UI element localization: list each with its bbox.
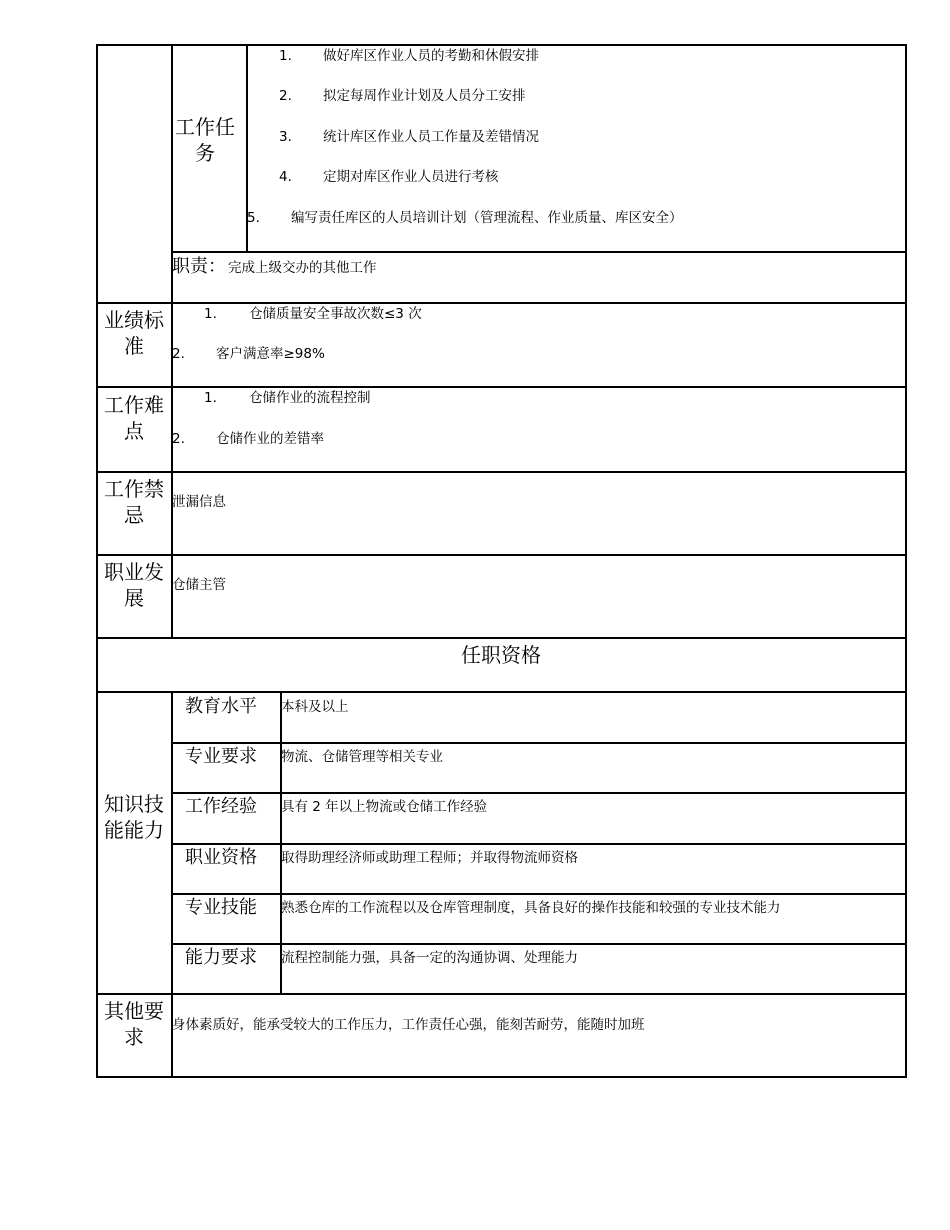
knowledge-row-label: 职业资格 xyxy=(185,847,257,868)
difficulty-item-number: 1. xyxy=(204,390,217,406)
row-divider-performance xyxy=(96,386,907,388)
knowledge-row-label: 能力要求 xyxy=(185,947,257,968)
row-divider-qualification xyxy=(96,691,907,693)
other-label: 其他要求 xyxy=(104,999,164,1049)
responsibility-text: 完成上级交办的其他工作 xyxy=(228,260,377,276)
knowledge-row-label: 专业要求 xyxy=(185,746,257,767)
row-divider-k4 xyxy=(171,893,907,895)
row-divider-task-resp xyxy=(171,251,907,253)
career-label: 职业发展 xyxy=(104,560,164,610)
other-text: 身体素质好，能承受较大的工作压力，工作责任心强，能刻苦耐劳，能随时加班 xyxy=(172,1017,645,1033)
task-item-number: 1. xyxy=(279,48,292,64)
task-item-text: 拟定每周作业计划及人员分工安排 xyxy=(323,88,526,104)
performance-label: 业绩标准 xyxy=(104,308,164,358)
row-divider-duty xyxy=(96,302,907,304)
knowledge-row-value: 流程控制能力强，具备一定的沟通协调、处理能力 xyxy=(281,950,578,966)
difficulty-item-text: 仓储作业的流程控制 xyxy=(249,390,371,406)
task-item-number: 4. xyxy=(279,169,292,185)
knowledge-row-value: 具有 2 年以上物流或仓储工作经验 xyxy=(281,799,488,815)
knowledge-row-value: 物流、仓储管理等相关专业 xyxy=(281,749,443,765)
row-divider-k1 xyxy=(171,742,907,744)
task-label: 工作任务 xyxy=(175,115,235,165)
performance-item-number: 1. xyxy=(204,306,217,322)
table-border-left xyxy=(96,44,98,1078)
row-divider-taboo xyxy=(96,554,907,556)
knowledge-label: 知识技能能力 xyxy=(104,792,164,842)
task-item-text: 编写责任库区的人员培训计划（管理流程、作业质量、库区安全） xyxy=(291,210,683,226)
task-item-text: 统计库区作业人员工作量及差错情况 xyxy=(323,129,539,145)
row-divider-knowledge xyxy=(96,993,907,995)
knowledge-row-label: 专业技能 xyxy=(185,897,257,918)
knowledge-row-value: 熟悉仓库的工作流程以及仓库管理制度，具备良好的操作技能和较强的专业技术能力 xyxy=(281,900,781,916)
performance-item-text: 客户满意率≥98% xyxy=(216,346,325,362)
performance-item-number: 2. xyxy=(172,346,185,362)
row-divider-k3 xyxy=(171,843,907,845)
responsibility-label: 职责： xyxy=(172,256,226,277)
difficulty-label: 工作难点 xyxy=(104,393,164,443)
career-text: 仓储主管 xyxy=(172,577,226,593)
task-item-text: 定期对库区作业人员进行考核 xyxy=(323,169,499,185)
row-divider-career xyxy=(96,637,907,639)
knowledge-row-label: 工作经验 xyxy=(185,796,257,817)
row-divider-k2 xyxy=(171,792,907,794)
table-border-bottom xyxy=(96,1076,907,1078)
task-item-number: 5. xyxy=(247,210,260,226)
knowledge-row-value: 取得助理经济师或助理工程师；并取得物流师资格 xyxy=(281,850,578,866)
task-item-number: 3. xyxy=(279,129,292,145)
knowledge-row-label: 教育水平 xyxy=(185,696,257,717)
knowledge-row-value: 本科及以上 xyxy=(281,699,349,715)
difficulty-item-number: 2. xyxy=(172,431,185,447)
table-border-top xyxy=(96,44,907,46)
qualification-title: 任职资格 xyxy=(461,643,541,667)
row-divider-k5 xyxy=(171,943,907,945)
taboo-label: 工作禁忌 xyxy=(104,477,164,527)
performance-item-text: 仓储质量安全事故次数≤3 次 xyxy=(249,306,422,322)
difficulty-item-text: 仓储作业的差错率 xyxy=(216,431,324,447)
row-divider-difficulty xyxy=(96,471,907,473)
table-border-right xyxy=(905,44,907,1078)
taboo-text: 泄漏信息 xyxy=(172,494,226,510)
task-item-number: 2. xyxy=(279,88,292,104)
task-item-text: 做好库区作业人员的考勤和休假安排 xyxy=(323,48,539,64)
